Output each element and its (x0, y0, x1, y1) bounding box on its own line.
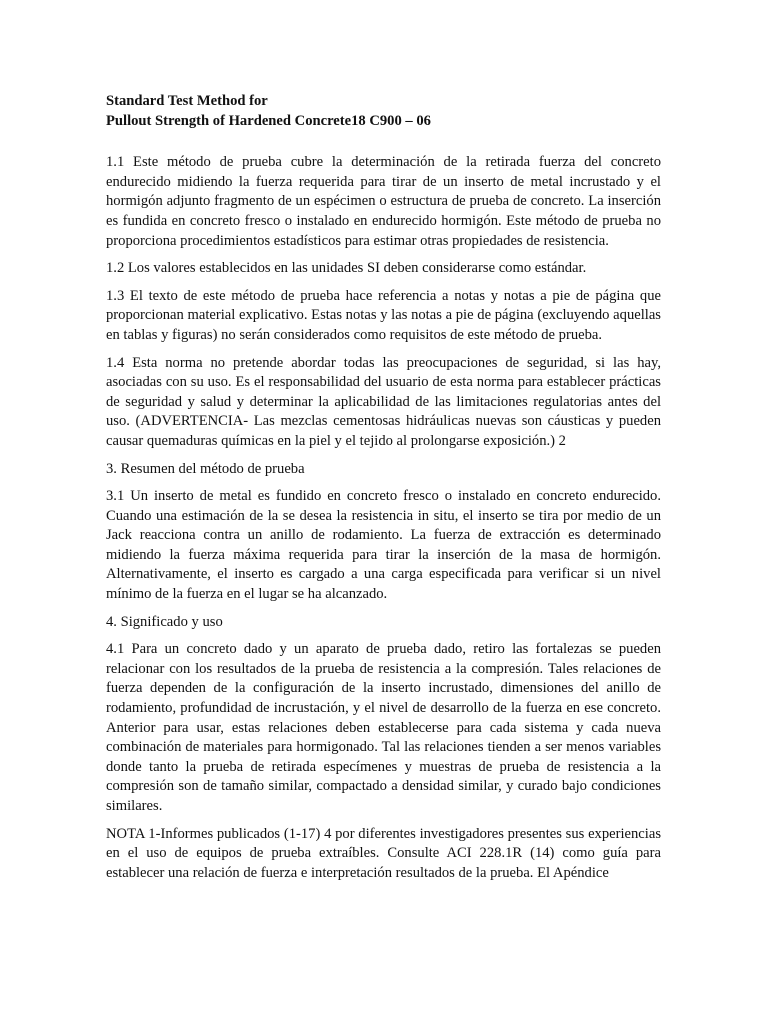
section-heading-3: 3. Resumen del método de prueba (106, 460, 305, 477)
paragraph-1-2: 1.2 Los valores establecidos en las unidades SI deben considerarse como estándar. (106, 260, 587, 277)
paragraph-1-1: 1.1 Este método de prueba cubre la determinación de la retirada fuerza del concreto endurecido midiendo la fuerza requerida para tirar de un inserto de metal incrustado y el hormigón adjunto fragmento de un espécimen o estructura de prueba de concreto. La inserción es fundida en concreto fresco o instalado en endurecido hormigón. Este método de prueba no proporciona procedimientos estadísticos para estimar otras propiedades de resistencia. (106, 154, 661, 249)
note-1: NOTA 1-Informes publicados (1-17) 4 por diferentes investigadores presentes sus experiencias en el uso de equipos de prueba extraíbles. Consulte ACI 228.1R (14) como guía para establecer una relación de fuerza e interpretación resultados de la prueba. El Apéndice (106, 825, 661, 881)
document-title (106, 92, 661, 131)
title-line-2: Pullout Strength of Hardened Concrete18 C900 – 06 (106, 112, 431, 129)
paragraph-4-1: 4.1 Para un concreto dado y un aparato de prueba dado, retiro las fortalezas se pueden relacionar con los resultados de la prueba de resistencia a la compresión. Tales relaciones de fuerza dependen de la configuración de la inserto incrustado, dimensiones del anillo de rodamiento, profundidad de incrustación, y el nivel de desarrollo de la fuerza en ese concreto. Anterior para usar, estas relaciones deben establecerse para cada sistema y cada nueva combinación de materiales para hormigonado. Tal las relaciones tienden a ser menos variables donde tanto la prueba de retirada especímenes y muestras de prueba de resistencia a la compresión son de tamaño similar, compactado a densidad similar, y curado bajo condiciones similares. (106, 641, 661, 814)
section-heading-4: 4. Significado y uso (106, 613, 223, 630)
document-page (106, 92, 661, 891)
title-line-1: Standard Test Method for (106, 93, 268, 109)
paragraph-3-1: 3.1 Un inserto de metal es fundido en concreto fresco o instalado en concreto endurecido. Cuando una estimación de la se desea la resistencia in situ, el inserto se tira por medio de un Jack reacciona contra un anillo de rodamiento. La fuerza de extracción es determinado midiendo la fuerza máxima requerida para tirar la inserción de la masa de hormigón. Alternativamente, el inserto es cargado a una carga especificada para verificar si un nivel mínimo de la fuerza en el lugar se ha alcanzado. (106, 488, 661, 603)
paragraph-1-4: 1.4 Esta norma no pretende abordar todas las preocupaciones de seguridad, si las hay, asociadas con su uso. Es el responsabilidad del usuario de esta norma para establecer prácticas de seguridad y salud y determinar la aplicabilidad de las limitaciones regulatorias antes del uso. (ADVERTENCIA- Las mezclas cementosas hidráulicas nuevas son cáusticas y pueden causar quemaduras químicas en la piel y el tejido al prolongarse exposición.) 2 (106, 354, 661, 449)
paragraph-1-3: 1.3 El texto de este método de prueba hace referencia a notas y notas a pie de página que proporcionan material explicativo. Estas notas y las notas a pie de página (excluyendo aquellas en tablas y figuras) no serán considerados como requisitos de este método de prueba. (106, 287, 661, 343)
